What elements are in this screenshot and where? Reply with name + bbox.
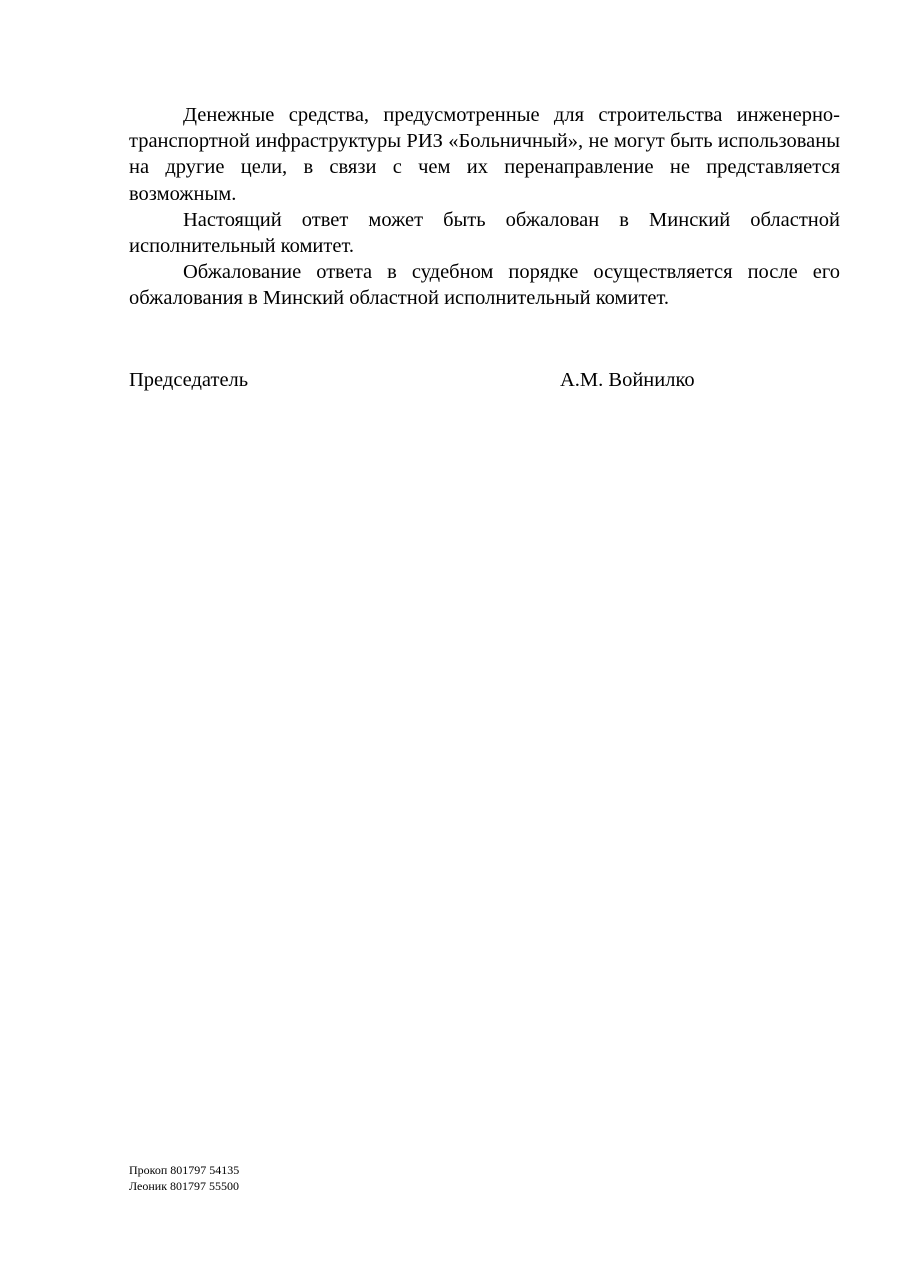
signature-block bbox=[129, 367, 840, 395]
contact-line: Леоник 801797 55500 bbox=[129, 1179, 240, 1193]
paragraph-funds: Денежные средства, предусмотренные для строительства инженерно-транспортной инфраструктуры РИЗ «Больничный», не могут быть использованы на другие цели, в связи с чем их перенаправление не представляется возможным. bbox=[129, 104, 840, 205]
executor-contacts bbox=[129, 1162, 239, 1194]
signatory-name: А.М. Войнилко bbox=[560, 369, 695, 391]
contact-line: Прокоп 801797 54135 bbox=[129, 1163, 240, 1177]
paragraph-court-appeal: Обжалование ответа в судебном порядке осуществляется после его обжалования в Минский областной исполнительный комитет. bbox=[129, 261, 840, 310]
signatory-title: Председатель bbox=[129, 369, 249, 391]
letter-body bbox=[129, 102, 840, 312]
paragraph-appeal: Настоящий ответ может быть обжалован в Минский областной исполнительный комитет. bbox=[129, 208, 840, 258]
